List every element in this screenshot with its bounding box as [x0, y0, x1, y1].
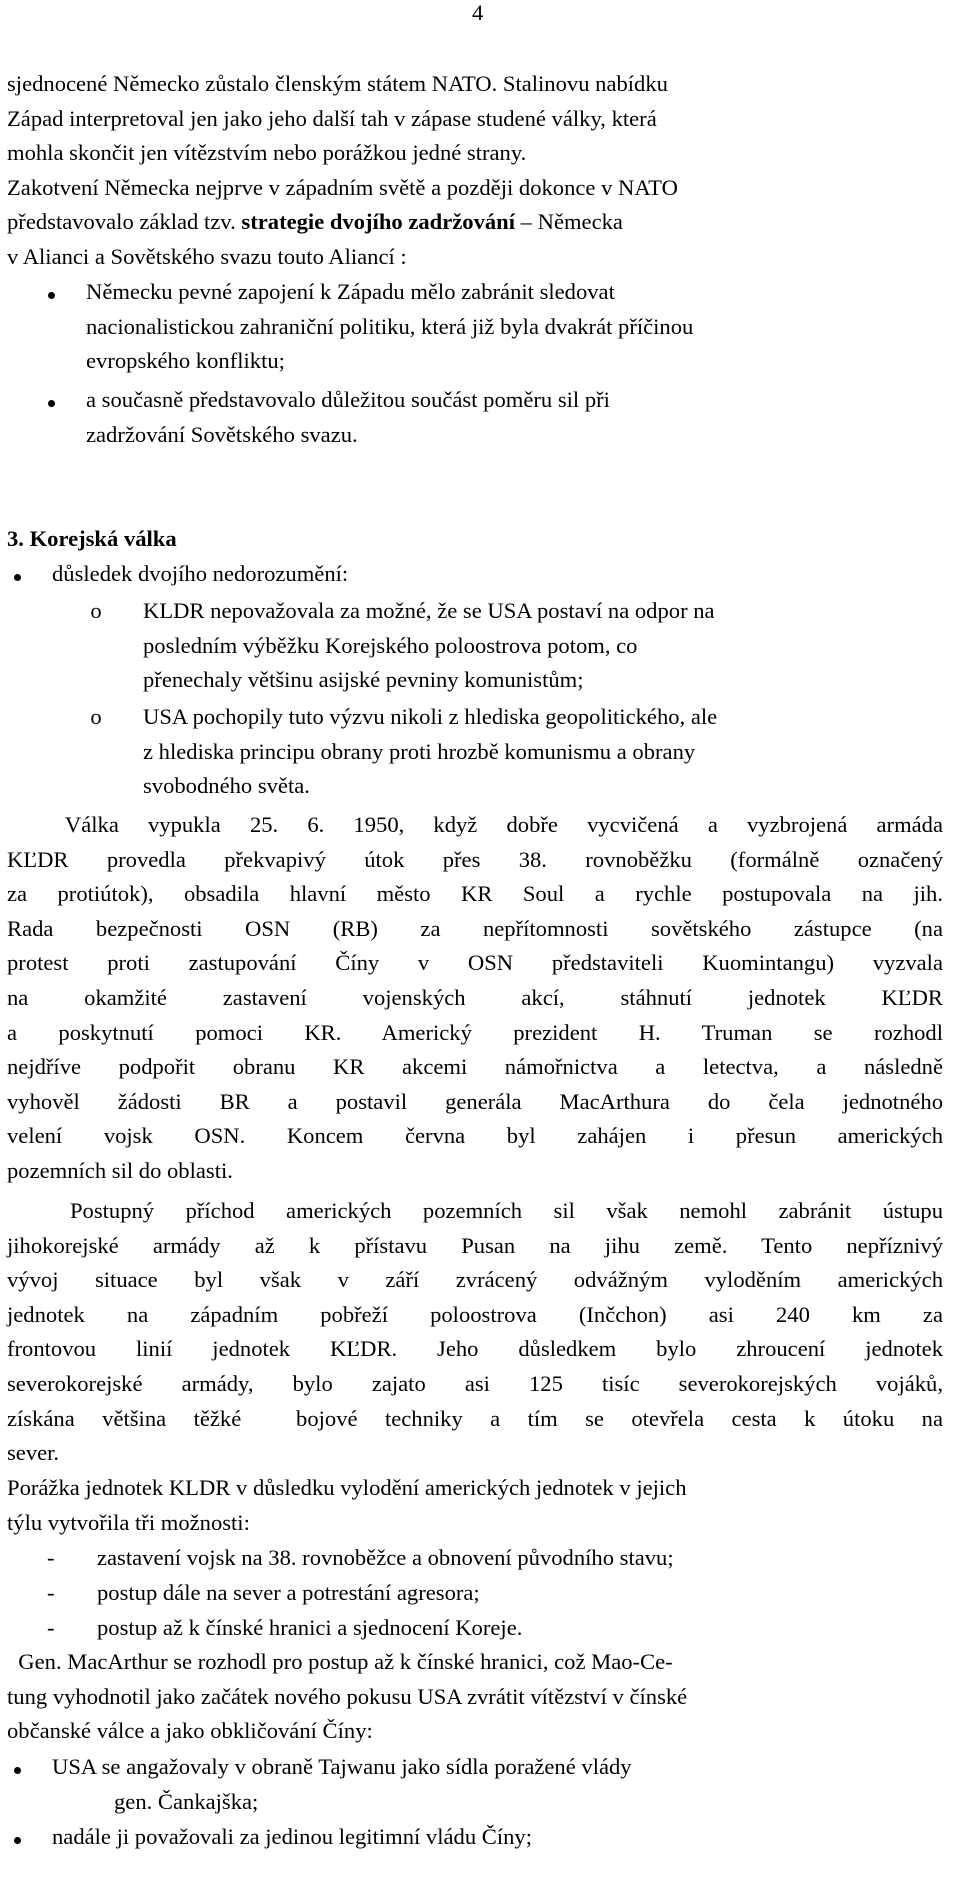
text-line: Německu pevné zapojení k Západu mělo zabránit sledovat — [86, 279, 615, 304]
paragraph — [7, 808, 943, 1189]
text-line: přenechaly většinu asijské pevniny komunistům; — [143, 667, 584, 693]
text-line: svobodného světa. — [143, 773, 310, 799]
paragraph — [7, 1645, 943, 1749]
text-span: – Německa — [515, 209, 623, 235]
section-title: 3. Korejská válka — [7, 526, 177, 551]
text-line: za protiútok), obsadila hlavní město KR Soul a rychle postupovala na jih. — [7, 881, 943, 907]
text-line: zastavení vojsk na 38. rovnoběžce a obnovení původního stavu; — [97, 1545, 674, 1570]
text-line: a současně představovalo důležitou součást poměru sil při — [86, 387, 610, 412]
page-number: 4 — [472, 0, 484, 25]
text-line: postup až k čínské hranici a sjednocení Koreje. — [97, 1615, 523, 1640]
text-line: Zakotvení Německa nejprve v západním světě a později dokonce v NATO — [7, 174, 678, 200]
bullet-icon — [7, 557, 27, 592]
text-line: občanské válce a jako obkličování Číny: — [7, 1718, 373, 1744]
text-line: USA pochopily tuto výzvu nikoli z hlediska geopolitického, ale — [143, 704, 718, 729]
text-line: nadále ji považovali za jedinou legitimní vládu Číny; — [52, 1824, 532, 1849]
paragraph — [7, 1194, 943, 1471]
dash-marker: - — [47, 1545, 55, 1570]
text-line: vývoj situace byl však v září zvrácený odvážným vyloděním amerických — [7, 1267, 943, 1293]
text-line: protest proti zastupování Číny v OSN představiteli Kuomintangu) vyzvala — [7, 950, 943, 976]
text-line: Gen. MacArthur se rozhodl pro postup až k čínské hranici, což Mao-Ce- — [7, 1649, 673, 1674]
text-span: představovalo základ tzv. — [7, 209, 242, 235]
intro-paragraph — [7, 67, 943, 275]
bullet-icon — [7, 1750, 27, 1785]
paragraph — [7, 1471, 943, 1540]
circle-bullet-icon: o — [90, 598, 102, 623]
strategy-term: strategie dvojího zadržování — [241, 209, 516, 235]
text-line: Porážka jednotek KLDR v důsledku vylodění amerických jednotek v jejich — [7, 1475, 687, 1500]
text-line — [7, 205, 943, 240]
text-line: z hlediska principu obrany proti hrozbě komunismu a obrany — [143, 738, 696, 764]
text-line: sjednocené Německo zůstalo členským státem NATO. Stalinovu nabídku — [7, 71, 668, 96]
text-line: KLDR nepovažovala za možné, že se USA postaví na odpor na — [143, 598, 715, 623]
text-line: Postupný příchod amerických pozemních sil však nemohl zabránit ústupu — [7, 1198, 943, 1223]
text-line: Rada bezpečnosti OSN (RB) za nepřítomnosti sovětského zástupce (na — [7, 915, 943, 941]
text-line: týlu vytvořila tři možnosti: — [7, 1509, 250, 1535]
dash-marker: - — [47, 1615, 55, 1640]
text-line: sever. — [7, 1440, 60, 1466]
text-line: Válka vypukla 25. 6. 1950, když dobře vycvičená a vyzbrojená armáda — [7, 812, 943, 837]
text-line: v Alianci a Sovětského svazu touto Aliancí : — [7, 243, 407, 269]
text-line: severokorejské armády, bylo zajato asi 125 tisíc severokorejských vojáků, — [7, 1370, 943, 1396]
text-line: postup dále na sever a potrestání agresora; — [97, 1580, 480, 1605]
text-line: nacionalistickou zahraniční politiku, která již byla dvakrát příčinou — [86, 313, 694, 339]
text-line: evropského konfliktu; — [86, 348, 285, 374]
text-line: nejdříve podpořit obranu KR akcemi námořnictva a letectva, a následně — [7, 1054, 943, 1080]
text-line: gen. Čankajška; — [114, 1788, 259, 1814]
bullet-icon — [41, 275, 61, 310]
bullet-icon — [7, 1820, 27, 1855]
text-line: důsledek dvojího nedorozumění: — [52, 561, 349, 586]
section-heading — [7, 522, 943, 557]
text-line: mohla skončit jen vítězstvím nebo porážkou jedné strany. — [7, 140, 527, 166]
dash-marker: - — [47, 1580, 55, 1605]
text-line: frontovou linií jednotek KĽDR. Jeho důsledkem bylo zhroucení jednotek — [7, 1336, 943, 1362]
text-line: jihokorejské armády až k přístavu Pusan na jihu země. Tento nepříznivý — [7, 1232, 943, 1258]
text-line: vyhověl žádosti BR a postavil generála MacArthura do čela jednotného — [7, 1088, 943, 1114]
bullet-icon — [41, 383, 61, 418]
text-line: jednotek na západním pobřeží poloostrova (Inčchon) asi 240 km za — [7, 1301, 943, 1327]
text-line: a poskytnutí pomoci KR. Americký prezident H. Truman se rozhodl — [7, 1019, 943, 1045]
text-line: získána většina těžké bojové techniky a tím se otevřela cesta k útoku na — [7, 1405, 943, 1431]
circle-bullet-icon: o — [90, 704, 102, 729]
text-line: KĽDR provedla překvapivý útok přes 38. rovnoběžku (formálně označený — [7, 846, 943, 872]
text-line: posledním výběžku Korejského poloostrova potom, co — [143, 632, 638, 658]
text-line: zadržování Sovětského svazu. — [86, 421, 358, 447]
text-line: Západ interpretoval jen jako jeho další tah v zápase studené války, která — [7, 105, 657, 131]
text-line: na okamžité zastavení vojenských akcí, stáhnutí jednotek KĽDR — [7, 984, 943, 1010]
text-line: tung vyhodnotil jako začátek nového pokusu USA zvrátit vítězství v čínské — [7, 1683, 688, 1709]
text-line: pozemních sil do oblasti. — [7, 1157, 233, 1183]
text-line: velení vojsk OSN. Koncem června byl zahájen i přesun amerických — [7, 1123, 943, 1149]
text-line: USA se angažovaly v obraně Tajwanu jako sídla poražené vlády — [52, 1754, 632, 1779]
